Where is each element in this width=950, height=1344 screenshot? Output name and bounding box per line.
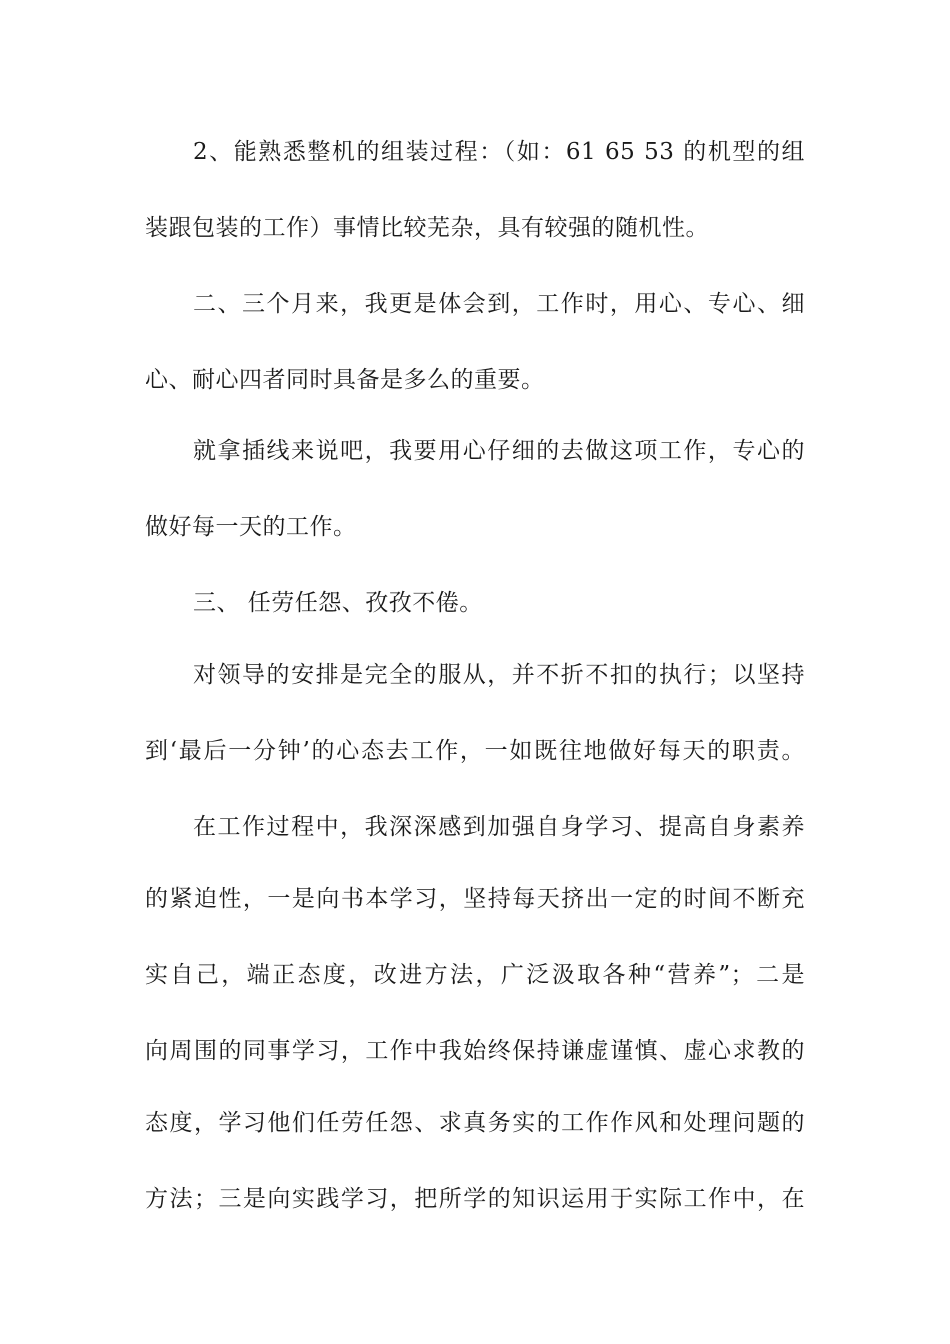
paragraph-line: 到‘最后一分钟’的心态去工作，一如既往地做好每天的职责。 — [145, 738, 805, 764]
paragraph-line: 二、三个月来，我更是体会到，工作时，用心、专心、细 — [193, 291, 805, 317]
paragraph-line: 方法；三是向实践学习，把所学的知识运用于实际工作中，在 — [145, 1186, 805, 1212]
paragraph-line: 对领导的安排是完全的服从，并不折不扣的执行；以坚持 — [193, 662, 805, 688]
paragraph-line: 的紧迫性，一是向书本学习，坚持每天挤出一定的时间不断充 — [145, 886, 805, 912]
paragraph-line: 向周围的同事学习，工作中我始终保持谦虚谨慎、虚心求教的 — [145, 1038, 805, 1064]
paragraph-line: 2、能熟悉整机的组装过程：（如：61 65 53 的机型的组 — [193, 139, 805, 165]
paragraph-line: 装跟包装的工作）事情比较芜杂，具有较强的随机性。 — [145, 215, 709, 241]
paragraph-line: 做好每一天的工作。 — [145, 514, 357, 540]
section-heading: 三、 任劳任怨、孜孜不倦。 — [193, 590, 483, 616]
paragraph-line: 态度，学习他们任劳任怨、求真务实的工作作风和处理问题的 — [145, 1110, 805, 1136]
paragraph-line: 在工作过程中，我深深感到加强自身学习、提高自身素养 — [193, 814, 805, 840]
paragraph-line: 心、耐心四者同时具备是多么的重要。 — [145, 367, 545, 393]
paragraph-line: 实自己，端正态度，改进方法，广泛汲取各种“营养”；二是 — [145, 962, 805, 988]
paragraph-line: 就拿插线来说吧，我要用心仔细的去做这项工作，专心的 — [193, 438, 805, 464]
